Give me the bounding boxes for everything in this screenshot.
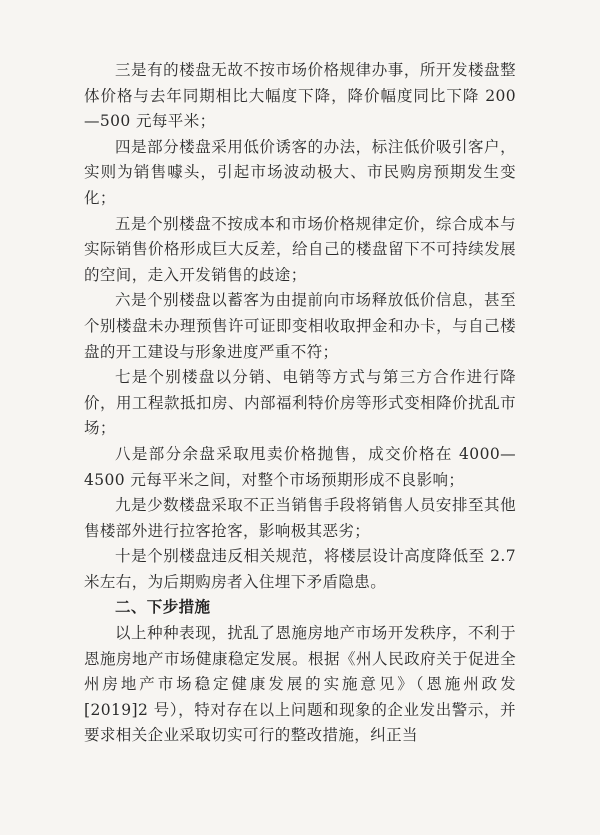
paragraph-item-3: 三是有的楼盘无故不按市场价格规律办事，所开发楼盘整体价格与去年同期相比大幅度下降，降价幅度同比下降 200—500 元每平米；	[84, 61, 516, 131]
paragraph-item-7: 七是个别楼盘以分销、电销等方式与第三方合作进行降价，用工程款抵扣房、内部福利特价房等形式变相降价扰乱市场；	[84, 368, 516, 438]
paragraph-item-9: 九是少数楼盘采取不正当销售手段将销售人员安排至其他售楼部外进行拉客抢客，影响极其恶劣；	[84, 496, 516, 540]
paragraph-item-10: 十是个别楼盘违反相关规范，将楼层设计高度降低至 2.7 米左右，为后期购房者入住埋下矛盾隐患。	[84, 547, 516, 591]
paragraph-item-6: 六是个别楼盘以蓄客为由提前向市场释放低价信息，甚至个别楼盘未办理预售许可证即变相收取押金和办卡，与自己楼盘的开工建设与形象进度严重不符；	[84, 291, 516, 361]
closing-paragraph: 以上种种表现，扰乱了恩施房地产市场开发秩序，不利于恩施房地产市场健康稳定发展。根据《州人民政府关于促进全州房地产市场稳定健康发展的实施意见》（恩施州政发[2019]2 号），特对存在以上问题和现象的企业发出警示，并要求相关企业采取切实可行的整改措施，纠正当	[84, 624, 516, 745]
paragraph-item-8: 八是部分余盘采取甩卖价格抛售，成交价格在 4000—4500 元每平米之间，对整个市场预期形成不良影响；	[84, 444, 516, 489]
section-heading: 二、下步措施	[115, 598, 211, 617]
document-body	[84, 58, 516, 749]
paragraph-item-4: 四是部分楼盘采用低价诱客的办法，标注低价吸引客户，实则为销售噱头，引起市场波动极大、市民购房预期发生变化；	[84, 137, 516, 207]
paragraph-item-5: 五是个别楼盘不按成本和市场价格规律定价，综合成本与实际销售价格形成巨大反差，给自己的楼盘留下不可持续发展的空间，走入开发销售的歧途；	[84, 214, 516, 284]
